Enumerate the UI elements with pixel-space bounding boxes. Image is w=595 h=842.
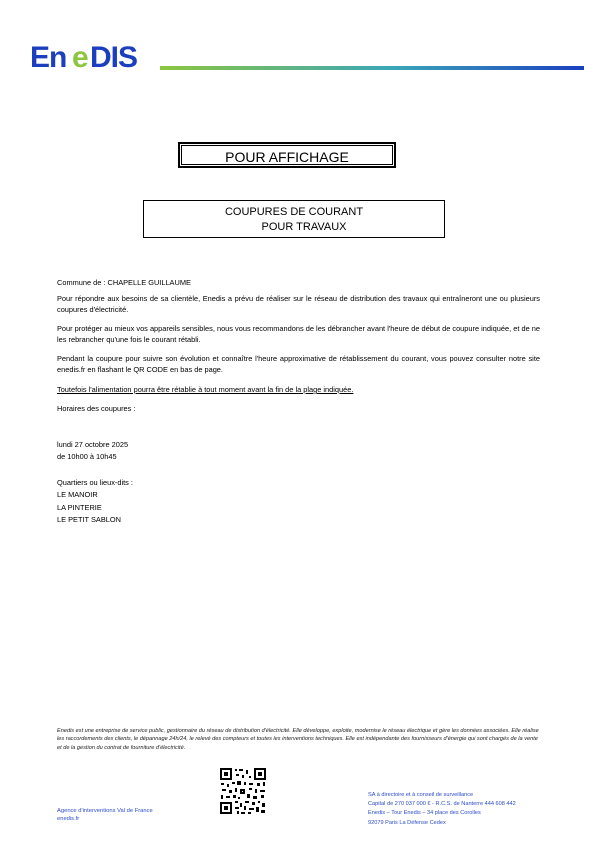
paragraph-besoins: Pour répondre aux besoins de sa clientèle, Enedis a prévu de réaliser sur le réseau de distribution des travaux qui entraîneront une ou plusieurs coupures d'électricité. — [57, 294, 540, 314]
header-gradient-line — [160, 66, 584, 70]
quartier-item: LE MANOIR — [57, 490, 98, 499]
notice-retablissement: Toutefois l'alimentation pourra être rétablie à tout moment avant la fin de la plage indiquée. — [57, 385, 354, 394]
coupure-time: de 10h00 à 10h45 — [57, 452, 117, 461]
legal-line: Capital de 270 037 000 € - R.C.S. de Nanterre 444 608 442 — [368, 801, 516, 808]
enedis-logo — [30, 40, 155, 70]
coupures-title-line2: POUR TRAVAUX — [261, 221, 347, 233]
legal-line: Enedis – Tour Enedis – 34 place des Corolles — [368, 810, 481, 817]
svg-text:e: e — [72, 41, 89, 70]
svg-text:En: En — [30, 41, 67, 70]
coupure-date: lundi 27 octobre 2025 — [57, 440, 129, 449]
agency-name: Agence d'interventions Val de France — [57, 808, 153, 814]
horaires-label: Horaires des coupures : — [57, 404, 136, 413]
footer-disclaimer: Enedis est une entreprise de service public, gestionnaire du réseau de distribution d'électricité. Elle développe, exploite, modernise le réseau électrique et gère les données associées. Elle réalise les raccordements des clients, le dépannage 24h/24, le relevé des compteurs et toutes les interventions techniques. Elle est indépendante des fournisseurs d'énergie qui sont chargés de la vente et de la gestion du contrat de fourniture d'électricité. — [57, 728, 539, 751]
paragraph-suivi: Pendant la coupure pour suivre son évolution et connaître l'heure approximative de rétablissement du courant, vous pouvez consulter notre site enedis.fr en flashant le QR CODE en bas de page. — [57, 354, 540, 374]
legal-line: 92079 Paris La Défense Cedex — [368, 819, 446, 826]
legal-line: SA à directoire et à conseil de surveillance — [368, 792, 474, 798]
agency-link[interactable]: enedis.fr — [57, 816, 80, 822]
qr-code[interactable] — [219, 767, 267, 815]
coupures-title-line1: COUPURES DE COURANT — [224, 206, 364, 218]
coupures-box — [143, 200, 445, 238]
quartiers-label: Quartiers ou lieux-dits : — [57, 478, 133, 487]
paragraph-appareils: Pour protéger au mieux vos appareils sensibles, nous vous recommandons de les débrancher avant l'heure de début de coupure indiquée, et de ne les rebrancher qu'une fois le courant rétabli. — [57, 324, 540, 344]
pour-affichage-title: POUR AFFICHAGE — [225, 149, 349, 165]
legal-info — [368, 791, 516, 828]
svg-text:DIS: DIS — [90, 41, 138, 70]
quartier-item: LE PETIT SABLON — [57, 515, 121, 524]
commune: Commune de : CHAPELLE GUILLAUME — [57, 278, 191, 287]
quartier-item: LA PINTERIE — [57, 503, 102, 512]
pour-affichage-box — [178, 142, 396, 168]
